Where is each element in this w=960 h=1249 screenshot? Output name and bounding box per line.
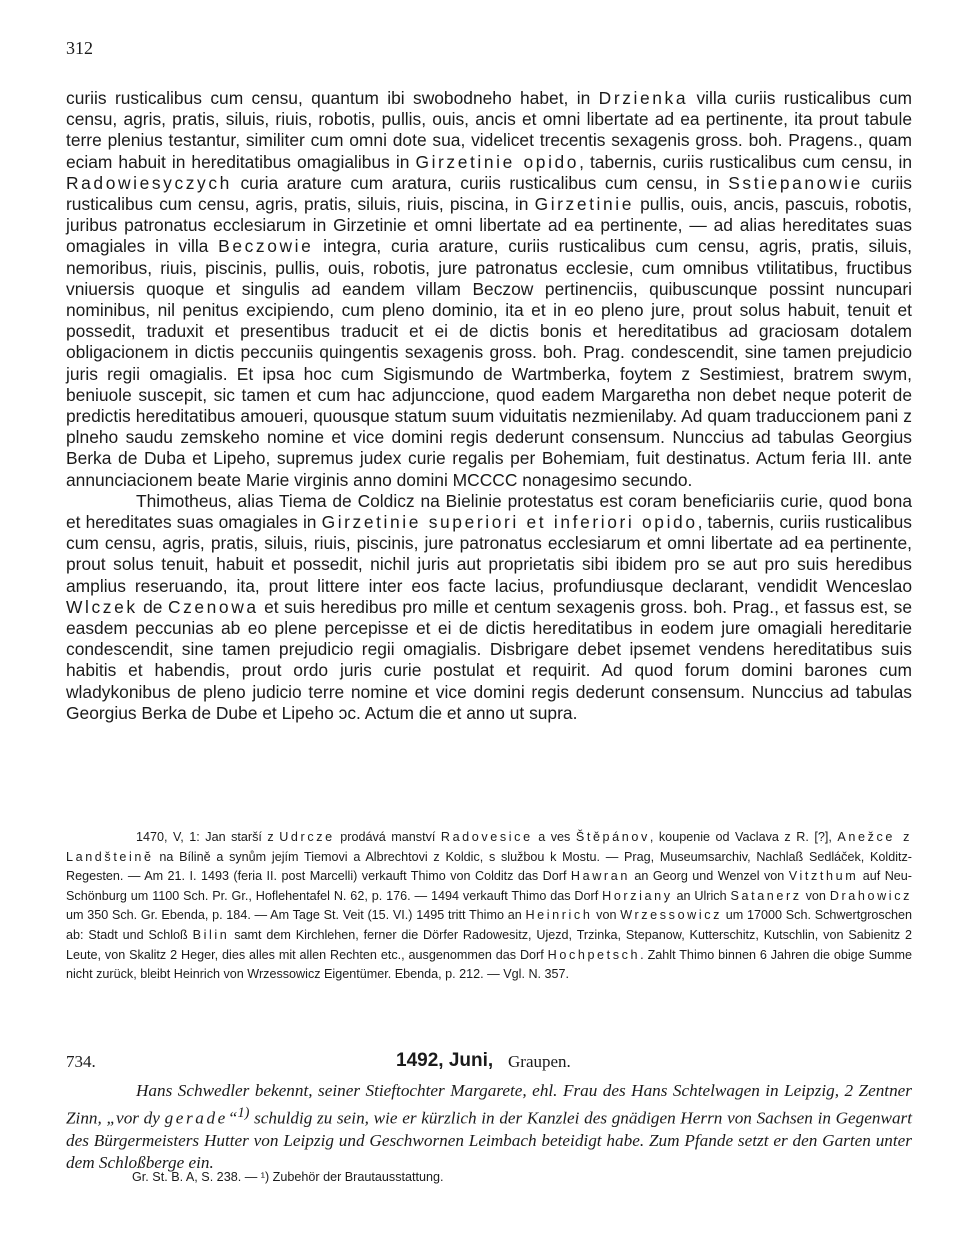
charter-paragraph-1 — [66, 88, 912, 491]
place-name: Girzetinie — [534, 194, 635, 215]
place-name: Bilin — [192, 927, 230, 942]
place-name: Horziany — [602, 888, 673, 903]
entry-heading — [66, 1050, 912, 1074]
page-number: 312 — [66, 38, 93, 58]
charter-body — [66, 88, 912, 724]
entry-date: 1492, Juni, — [396, 1050, 494, 1071]
text-run: Hans Schwedler bekennt, seiner Stieftochter Margarete, ehl. Frau des Hans Schtelwagen in Leipzig, 2 Zentner Zinn, „vor dy — [66, 1081, 912, 1128]
editorial-note — [66, 828, 912, 985]
text-run: curiis rusticalibus cum censu, quantum ibi swobodneho habet, in — [66, 88, 599, 108]
place-name: Czenowa — [167, 596, 259, 617]
text-run: 1470, V, 1: Jan starší z — [136, 830, 280, 844]
place-name: Beczowie — [218, 236, 314, 257]
footnote-marker: 1) — [237, 1105, 250, 1121]
entry-place: Graupen. — [508, 1052, 571, 1071]
text-run: a ves — [532, 830, 576, 844]
text-run: pullis, ouis, ancis, pascuis, robotis, juribus patronatus ecclesiarum in Girzetinie et omni libertate ad ea pertinente, — ad alias hereditates suas omagiales in villa — [66, 194, 912, 257]
place-name: Udrcze — [279, 830, 335, 844]
place-name: Hawran — [570, 869, 630, 884]
spaced-word: gerade — [164, 1108, 228, 1128]
text-run: an Ulrich — [672, 888, 731, 903]
place-name: Girzetinie superiori et inferiori opido — [321, 512, 698, 533]
text-run: integra, curia arature, curiis rusticalibus cum censu, agris, pratis, siluis, nemoribus, riuis, piscinis, pullis, ouis, robotis, jure patronatus ecclesie, cum omnibus vtilitatibus, fructibus vniuersis quoque et singulis ad eandem villam Beczow pertinenciis, quibuscunque possint nuncupari nominibus, nil penitus excipiendo, cum pleno dominio, ita et in eo pleno jure, prout solus habuit, tenuit et possedit, traduxit et presentibus traducit et ei de dictis bonis et hereditatibus ad graciosam dotalem obligacionem in dictis peccuniis quingentis sexagenis gross. boh. Prag. condescendit, sine tamen prejudicio juris regii omagialis. Et ipsa hoc cum Sigismundo de Wartmberka, foytem z Sestimiest, bratrem swym, beniuole suscepit, sic tamen et cum hac adjunccione, quod eadem Margaretha non debet neque poterit de predictis hereditatibus amoueri, quousque statum suum viduitatis nezmienilaby. Ad quam traduccionem pani z plneho saudu zemskeho nomine et vice domini regis dederunt consensum. Nunccius ad tabulas Georgius Berka de Duba et Lipeho, supremus judex curie regalis per Bohemiam, fuit destinatus. Actum feria III. ante annunciacionem beate Marie virginis anno domini MCCCC nonagesimo secundo. — [66, 236, 912, 490]
text-run: samt dem Kirchlehen, ferner die Dörfer Radowesitz, Ujezd, Trzinka, Stepanow, Kutterschitz, Kutschlin, von Sabienitz 2 Leute, von Skalitz 2 Heger, dies alles mit allen Rechten etc., ausgenommen das Dorf — [66, 927, 912, 962]
place-name: Radovesice — [440, 830, 533, 844]
text-run: na Bílině a synům jejím Tiemovi a Albrechtovi z Koldic, s službou k Mostu. — Prag, Museumsarchiv, Nachlaß Sedláček, Kolditz-Regesten. — Am 21. I. 1493 (feria II. post Marcelli) verkauft Thimo von Colditz das Dorf — [66, 849, 912, 884]
text-run: curia arature cum aratura, curiis rusticalibus cum censu, in — [231, 172, 729, 193]
regest-paragraph — [66, 1080, 912, 1174]
text-run: von — [592, 908, 621, 923]
text-run: , tabernis, curiis rusticalibus cum censu, agris, pratis, siluis, riuis, piscinis, jure patronatus ecclesiarum et omni libertate ad ea pertinente, prout solus tenuit, habuit et possedit, nichil juris aut proprietatis sibi ibidem pro se aut pro suis heredibus amplius reseruando, ita, prout littere inter eos facte lacius, profundiusque declarant, vendidit Wenceslao — [66, 512, 912, 596]
place-name: Girzetinie opido — [415, 151, 580, 172]
place-name: Štěpánov — [575, 830, 650, 844]
text-run: Thimotheus, alias Tiema de Coldicz na Bielinie protestatus est coram beneficiariis curie, quod bona et hereditates suas omagiales in — [66, 490, 912, 533]
text-run: de — [137, 596, 168, 617]
place-name: Drahowicz — [829, 888, 912, 903]
entry-regest — [66, 1080, 912, 1174]
source-note: Gr. St. B. A, S. 238. — ¹) Zubehör der Brautausstattung. — [132, 1170, 444, 1184]
person-name: Heinrich — [525, 908, 593, 923]
editorial-note-paragraph — [66, 828, 912, 985]
text-run: , koupenie od Vaclava z R. [?], — [649, 830, 838, 844]
place-name: Radowiesyczych — [66, 172, 232, 193]
text-run: um 350 Sch. Gr. Ebenda, p. 184. — Am Tage St. Veit (15. VI.) 1495 tritt Thimo an — [66, 908, 526, 923]
place-name: Sstiepanowie — [728, 172, 863, 193]
person-name: Wrzessowicz — [620, 908, 723, 923]
text-run: prodává manství — [334, 830, 441, 844]
person-name: Vitzthum — [788, 869, 859, 884]
text-run: et suis heredibus pro mille et centum sexagenis gross. boh. Prag., et fassus est, se easdem peccunias ab eo plene percepisse et ei de dictis hereditatibus in eodem jure omagiali hereditarie condescendit, sine tamen prejudicio regii omagialis. Disbrigare debet ipsemet vendens hereditatibus suis habitis et habendis, prout ordo juris curie postulat et requirit. Ad quod forum domini barones cum wladykonibus de pleno judicio terre nomine et vice domini regis dederunt consensum. Nunccius ad tabulas Georgius Berka de Dube et Lipeho ɔc. Actum die et anno ut supra. — [66, 596, 912, 723]
entry-number: 734. — [66, 1052, 96, 1071]
person-name: Anežce z Landšteinĕ — [66, 830, 912, 864]
text-run: . Zahlt Thimo binnen 6 Jahren die obige Summe nicht zurück, bleibt Heinrich von Wrzessowicz Eigentümer. Ebenda, p. 212. — Vgl. N. 357. — [66, 947, 912, 982]
text-run: auf Neu-Schönburg um 1100 Sch. Pr. Gr., Hoflehentafel N. 62, p. 176. — 1494 verkauft Thimo das Dorf — [66, 869, 912, 903]
person-name: Wlczek — [66, 596, 138, 617]
place-name: Hochpetsch — [547, 947, 641, 962]
text-run: “ — [227, 1108, 238, 1128]
text-run: um 17000 Sch. Schwertgroschen ab: Stadt und Schloß — [66, 908, 913, 942]
person-name: Satanerz — [730, 888, 802, 903]
text-run: von — [801, 888, 830, 903]
text-run: curiis rusticalibus cum censu, agris, pratis, siluis, riuis, piscina, in — [66, 172, 912, 215]
charter-paragraph-2 — [66, 491, 912, 724]
text-run: schuldig zu sein, wie er kürzlich in der Kanzlei des gnädigen Herrn von Sachsen in Gegenwart des Bürgermeisters Hutter von Leipzig und Geschwornen Leimbach beteidigt habe. Zum Pfande setzt er den Garten unter dem Schloßberge ein. — [66, 1108, 913, 1172]
place-name: Drzienka — [598, 88, 689, 108]
text-run: an Georg und Wenzel von — [629, 869, 789, 884]
text-run: , tabernis, curiis rusticalibus cum censu, in — [579, 151, 913, 172]
text-run: villa curiis rusticalibus cum censu, agris, pratis, siluis, riuis, robotis, pullis, ouis, ancis et omni libertate ad ea pertinente, ita prout tabule terre plenius testantur, similiter cum omni dote sua, videlicet trecentis sexagenis gross. boh. Pragens., quam eciam habuit in hereditatibus omagialibus in — [66, 88, 912, 172]
